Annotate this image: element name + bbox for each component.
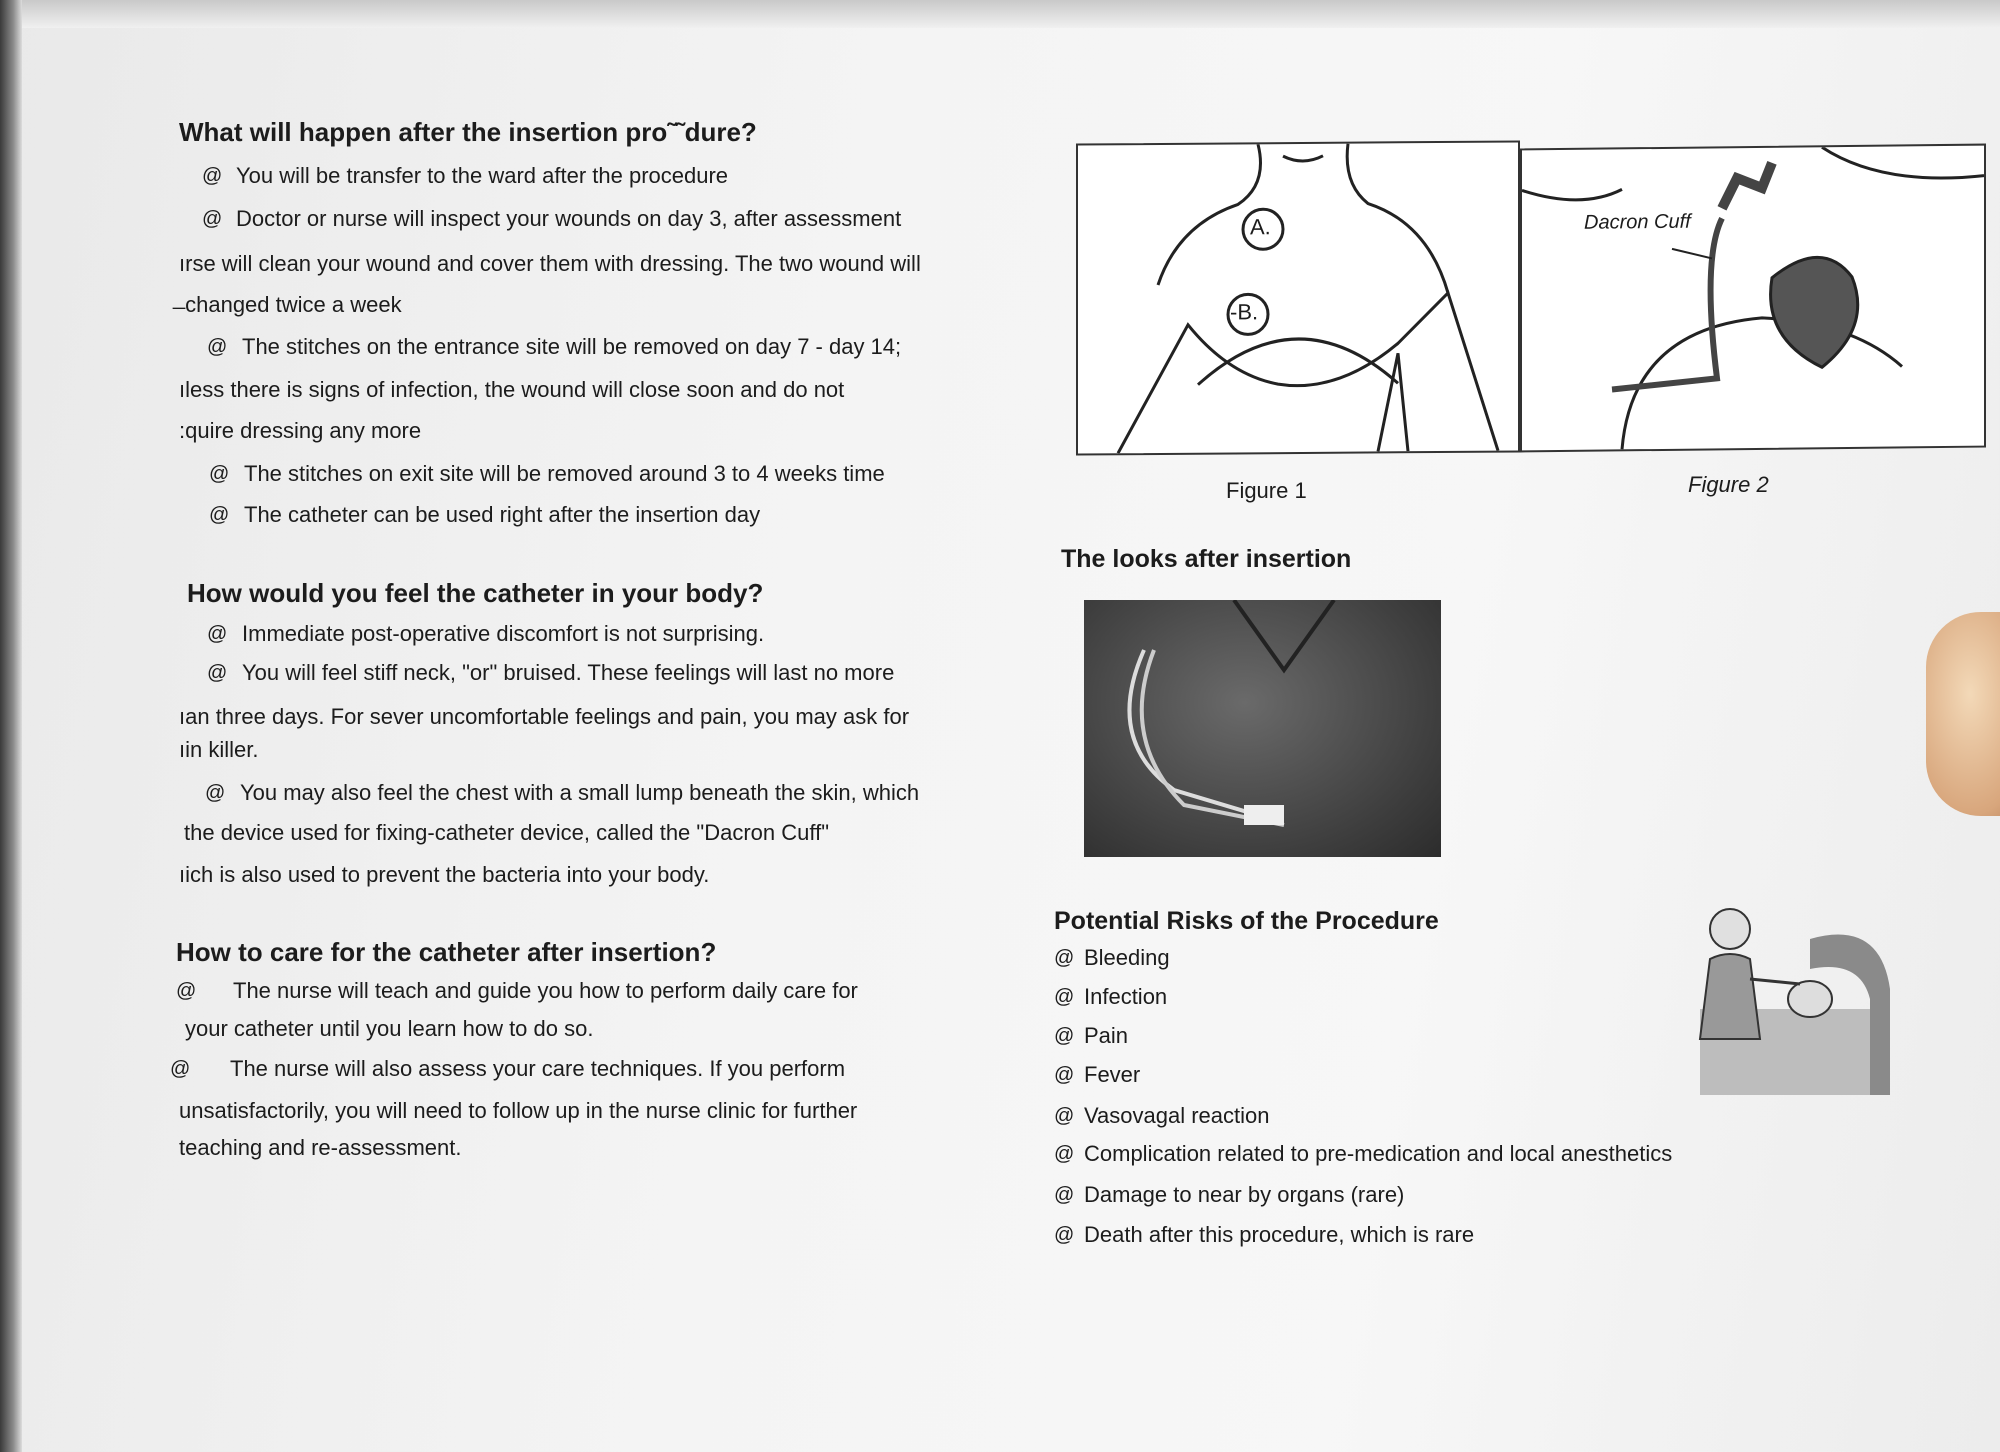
bullet-icon: @ <box>176 980 197 1002</box>
bullet-icon: @ <box>1054 1143 1075 1165</box>
text-line: ıless there is signs of infection, the wound will close soon and do not <box>179 377 845 402</box>
text-line: Doctor or nurse will inspect your wounds on day 3, after assessment <box>236 206 902 231</box>
bullet-icon: @ <box>1054 1064 1075 1086</box>
bullet-icon: @ <box>1054 1025 1075 1047</box>
risk-item: Fever <box>1084 1062 1141 1087</box>
bullet-icon: @ <box>209 504 230 526</box>
figure-label-a: A. <box>1250 214 1271 240</box>
bullet-icon: @ <box>170 1058 191 1080</box>
risk-item: Bleeding <box>1084 945 1170 970</box>
text-line: :quire dressing any more <box>179 418 422 443</box>
bullet-icon: @ <box>1054 1105 1075 1127</box>
bullet-icon: @ <box>202 165 223 187</box>
page-top-shadow <box>0 0 2000 28</box>
catheter-photo-illustration <box>1084 600 1441 857</box>
bullet-icon: @ <box>207 662 228 684</box>
section-heading-care-catheter: How to care for the catheter after insertion? <box>176 937 717 967</box>
text-line: The nurse will also assess your care techniques. If you perform <box>230 1056 846 1081</box>
chest-outline-illustration <box>1078 142 1518 453</box>
section-heading-after-insertion: What will happen after the insertion pro˜˜dure? <box>179 117 757 147</box>
heart-catheter-illustration <box>1522 146 1984 451</box>
bullet-icon: @ <box>202 208 223 230</box>
text-line: The catheter can be used right after the insertion day <box>244 502 761 527</box>
text-line: Immediate post-operative discomfort is not surprising. <box>242 621 765 646</box>
risk-item: Infection <box>1084 984 1168 1009</box>
potential-risks-heading: Potential Risks of the Procedure <box>1054 907 1439 935</box>
text-line: teaching and re-assessment. <box>179 1135 462 1160</box>
bullet-icon: @ <box>209 463 230 485</box>
looks-after-insertion-heading: The looks after insertion <box>1061 545 1352 573</box>
nurse-patient-illustration <box>1690 899 1890 1095</box>
text-line: ıan three days. For sever uncomfortable feelings and pain, you may ask for <box>179 704 910 729</box>
text-line: You may also feel the chest with a small lump beneath the skin, which <box>240 780 920 805</box>
text-line: You will feel stiff neck, "or" bruised. These feelings will last no more <box>242 660 895 685</box>
text-line: You will be transfer to the ward after the procedure <box>236 163 729 188</box>
risk-item: Death after this procedure, which is rare <box>1084 1222 1475 1247</box>
figure-1-chest-diagram <box>1076 140 1520 455</box>
section-heading-feel-catheter: How would you feel the catheter in your body? <box>187 578 764 608</box>
thumb-holding-page <box>1926 612 2000 816</box>
bullet-icon: @ <box>1054 1224 1075 1246</box>
page-left-edge <box>0 0 22 1452</box>
figure-1-caption: Figure 1 <box>1226 478 1307 503</box>
text-line: ̶ changed twice a week <box>179 292 402 317</box>
bullet-icon: @ <box>1054 1184 1075 1206</box>
text-line: ıich is also used to prevent the bacteria into your body. <box>179 862 710 887</box>
dacron-cuff-label: Dacron Cuff <box>1584 210 1691 234</box>
text-line: ıin killer. <box>179 737 259 762</box>
text-line: The stitches on the entrance site will be removed on day 7 - day 14; <box>242 334 902 359</box>
text-line: your catheter until you learn how to do so. <box>185 1016 594 1041</box>
text-line: unsatisfactorily, you will need to follow up in the nurse clinic for further <box>179 1098 858 1123</box>
risk-item: Vasovagal reaction <box>1084 1103 1270 1128</box>
bullet-icon: @ <box>205 782 226 804</box>
text-line: The stitches on exit site will be removed around 3 to 4 weeks time <box>244 461 885 486</box>
risk-item: Complication related to pre-medication and local anesthetics <box>1084 1141 1673 1166</box>
text-line: ırse will clean your wound and cover them with dressing. The two wound will <box>179 251 921 276</box>
figure-label-b: -B. <box>1230 299 1259 325</box>
bullet-icon: @ <box>1054 947 1075 969</box>
figure-2-caption: Figure 2 <box>1688 472 1769 497</box>
risk-item: Pain <box>1084 1023 1129 1048</box>
figure-2-heart-catheter-diagram <box>1520 144 1986 453</box>
risk-item: Damage to near by organs (rare) <box>1084 1182 1405 1207</box>
bullet-icon: @ <box>1054 986 1075 1008</box>
text-line: The nurse will teach and guide you how to perform daily care for <box>233 978 858 1003</box>
post-insertion-photo <box>1084 600 1441 857</box>
bullet-icon: @ <box>207 336 228 358</box>
bullet-icon: @ <box>207 623 228 645</box>
text-line: the device used for fixing-catheter device, called the "Dacron Cuff" <box>184 820 830 845</box>
